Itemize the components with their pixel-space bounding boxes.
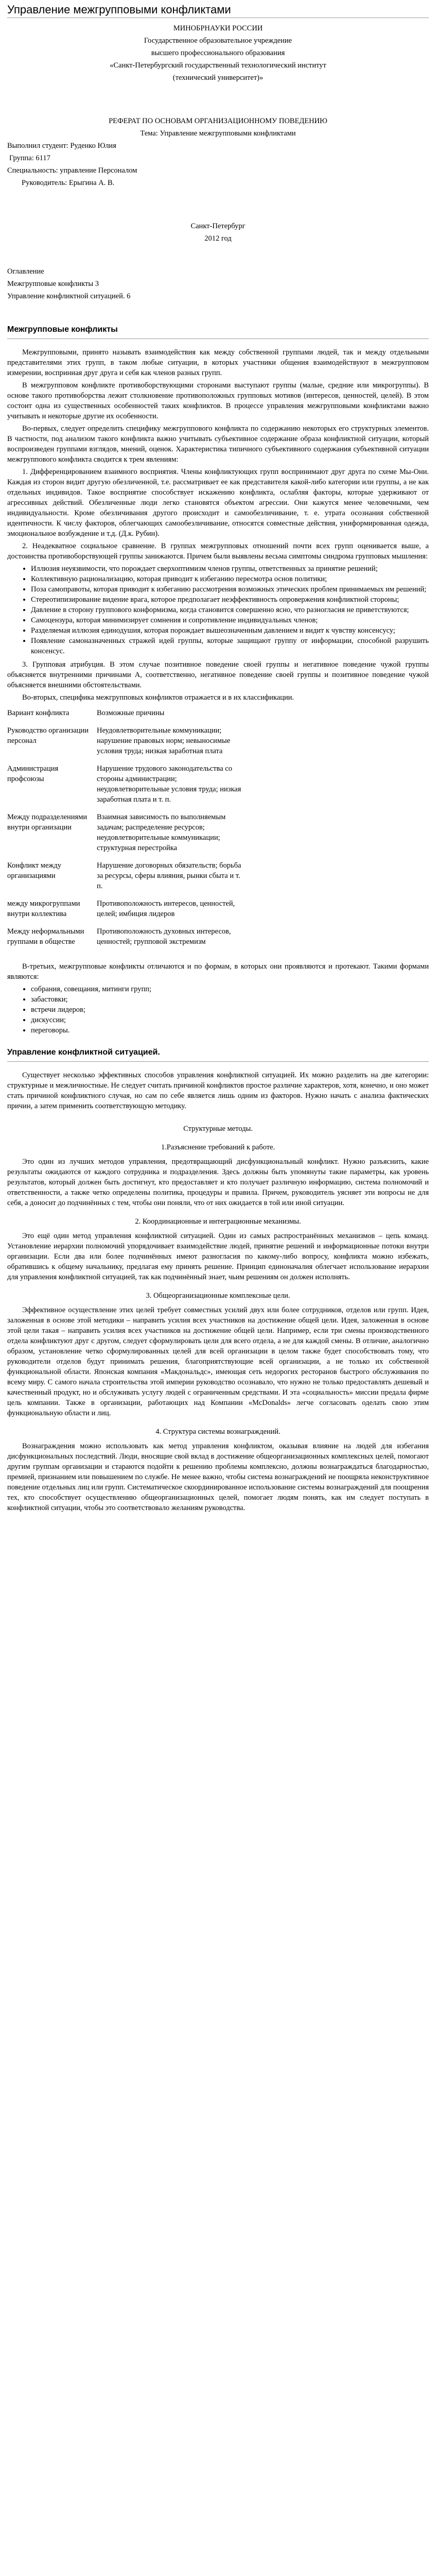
spacer xyxy=(7,84,429,115)
table-cell: Между неформальными группами в обществе xyxy=(7,927,84,946)
toc-item-1[interactable]: Межгрупповые конфликты 3 xyxy=(7,280,99,288)
table-cell: Взаимная зависимость по выполняемым задачам; распределение ресурсов; неудовлетворительные коммуникации; структурная перестройка xyxy=(97,813,226,852)
table-of-contents xyxy=(7,265,429,302)
list-item: • Появление самоназначенных стражей идей группы, которые защищают группу от информации, способной разрушить консенсус. xyxy=(31,636,429,656)
student-line: Выполнил студент: Руденко Юлия xyxy=(7,142,116,150)
section-divider xyxy=(7,338,429,339)
paragraph: В межгрупповом конфликте противоборствующими сторонами выступают группы (малые, средние или микрогруппы). В основе такого противоборства лежит столкновение противоположных групповых мотивов (интересов, ценностей, целей). В этом состоит одна из существенных особенностей таких конфликтов. В процессе управления межгрупповыми конфликтами важно учитывать и некоторые другие их особенности. xyxy=(7,381,429,420)
table-cell: Противоположность интересов, ценностей, целей; имбиция лидеров xyxy=(97,900,235,918)
table-cell: Нарушение договорных обязательств; борьба за ресурсы, сферы влияния, рынки сбыта и т. п. xyxy=(97,861,241,890)
list-item: • Коллективную рационализацию, которая приводит к избеганию пересмотра основ политики; xyxy=(31,574,429,584)
table-cell: Неудовлетворительные коммуникации; нарушение правовых норм; невыносимые условия труда; низкая заработная плата xyxy=(97,726,231,755)
paragraph: 3. Групповая атрибуция. В этом случае позитивное поведение своей группы и негативное поведение чужой группы объясняется внутренними причинами А, соответственно, негативное поведение своей группы и позитивное поведение чужой объясняется внешними обстоятельствами. xyxy=(7,660,429,689)
list-item: • забастовки; xyxy=(31,994,429,1005)
list-item: • Стереотипизирование видение врага, которое предполагает неэффективность опровержения конфликтной стороны; xyxy=(31,595,429,605)
city-line: Санкт-Петербург xyxy=(190,222,246,230)
spacer xyxy=(7,302,429,313)
specialty-line: Специальность: управление Персоналом xyxy=(7,166,137,175)
method-heading: 1.Разъяснение требований к работе. xyxy=(161,1143,275,1151)
table-cell: Руководство организации персонал xyxy=(7,726,89,745)
conflict-causes-table xyxy=(7,708,244,954)
table-row xyxy=(7,926,244,954)
table-row xyxy=(7,725,244,764)
spacer xyxy=(7,189,429,220)
paragraph: 2. Неадекватное социальное сравнение. В группах межгрупповых отношений почти всех групп оценивается выше, а достоинства противоборствующей группы занижаются. Причем были выявлены весьма симптомы синдрома групповых мышления: xyxy=(7,542,429,561)
section-divider xyxy=(7,1061,429,1062)
list-item: • Разделяемая иллюзия единодушия, которая порождает вышеозначенным давлением и видит к чувству консенсусу; xyxy=(31,625,429,636)
toc-heading: Оглавление xyxy=(7,267,44,276)
table-row xyxy=(7,860,244,899)
section-heading-management: Управление конфликтной ситуацией. xyxy=(7,1048,160,1057)
supervisor-line: Руководитель: Ерыгина А. В. xyxy=(22,179,115,187)
paragraph: Во-вторых, специфика межгрупповых конфликтов отражается и в их классификации. xyxy=(22,693,294,702)
year-line: 2012 год xyxy=(204,234,232,243)
table-header-cell: Возможные причины xyxy=(97,709,165,717)
toc-item-2[interactable]: Управление конфликтной ситуацией. 6 xyxy=(7,292,131,300)
method-heading: 2. Координационные и интеграционные механизмы. xyxy=(135,1217,301,1226)
section-heading-intergroup: Межгрупповые конфликты xyxy=(7,325,118,334)
paragraph: Эффективное осуществление этих целей требует совместных усилий двух или более сотрудников, отделов или групп. Идея, заложенная в основе этой методики – направить усилия всех участников на достижение общей цели. Идея, заложенная в основе этой цели такая – направить усилия всех участников на достижение общей цели. Например, если три смены производственного отдела конфликтуют друг с другом, следует сформулировать цели для всего отдела, а не для каждой смены. В отличие, аналогично образом, установление четко сформулированных целей для всей организации в целом также будет способствовать тому, что руководители отделов будут принимать решения, благоприятствующие всей организации, а не только их собственной функциональной области. Японская компания «Макдональдс», имеющая сеть недорогих ресторанов быстрого обслуживания по всему миру. С самого начала строительства этой империи руководство осознавало, что нужно не только предоставлять дешевый и качественный продукт, но и обслуживать услугу людей с ограниченным средствами. И эта «социальность» миссии предала фирме цель компании. Также в организации, работающих над Компании «McDonalds» легче согласовать оделать свою этим функциональную области и лиц. xyxy=(7,1306,429,1417)
spacer xyxy=(7,245,429,265)
section-intergroup-conflicts xyxy=(7,324,429,1036)
institution-line-4: (технический университет)» xyxy=(172,74,264,82)
topic-line: Тема: Управление межгрупповыми конфликтами xyxy=(140,129,296,138)
document-title: Управление межгрупповыми конфликтами xyxy=(7,3,231,16)
paragraph: 1. Дифференцированием взаимного восприятия. Члены конфликтующих групп воспринимают друг друга по схеме Мы-Они. Каждая из сторон видит другую обезличенной, т.е. рассматривает ее как представителя какой-либо категории или группы, а не как отдельных индивидов. Такое восприятие способствует искажению конфликта, ослабляя факторы, которые удерживают от агрессивных действий. Обезличенные люди легко становятся объектом агрессии. Они кажутся менее человечными, чем индивидуальности. Кроме обезличивания другого происходит и самообезличивание, т. е. утрата осознания собственной идентичности. К числу факторов, облегчающих самообезличивание, относятся совместные действия, униформированная одежда, эмоциональное возбуждение и т.д. (Д.к. Рубин). xyxy=(7,468,429,538)
paragraph: В-третьих, межгрупповые конфликты отличаются и по формам, в которых они проявляются и протекают. Такими формами являются: xyxy=(7,962,429,981)
section-conflict-management xyxy=(7,1047,429,1513)
method-heading: 3. Общеорганизационные комплексные цели. xyxy=(146,1292,290,1300)
paragraph: Межгрупповыми, принято называть взаимодействия как между собственной группами людей, так и между отдельными представителями этих групп, в таком любые ситуации, в которых участники общения взаимодействуют в межгрупповом измерении, восприниая друг друга и себя как членов разных групп. xyxy=(7,348,429,377)
table-header-cell: Вариант конфликта xyxy=(7,709,69,717)
groupthink-symptoms-list xyxy=(7,564,429,656)
list-item: • переговоры. xyxy=(31,1025,429,1036)
list-item: • Давление в сторону группового конформизма, когда становится совершенно ясно, что разногласия не приветствуются; xyxy=(31,605,429,615)
list-item: • собрания, совещания, митинги групп; xyxy=(31,984,429,994)
list-item: • Самоцензура, которая минимизирует сомнения и сопротивление индивидуальных членов; xyxy=(31,615,429,625)
paragraph: Это ещё один метод управления конфликтной ситуацией. Один из самых распространённых механизмов – цепь команд. Установление иерархии полномочий упорядочивает взаимодействие людей, принятие решений и информационные потоки внутри организации. Если два или более подчинённых имеют разногласия по какому-либо вопросу, конфликта можно избежать, обратившись к общему начальнику, предлагая ему принять решение. Принцип единоначалия облегчает использование иерархии для управления конфликтной ситуацией, так как подчинённый знает, чьим решениям он должен исполнять. xyxy=(7,1232,429,1281)
institution-line-2: высшего профессионального образования xyxy=(151,49,285,57)
group-line: Группа: 6117 xyxy=(9,154,50,162)
title-page xyxy=(7,22,429,245)
table-row xyxy=(7,764,244,812)
method-heading: 4. Структура системы вознаграждений. xyxy=(155,1428,281,1436)
table-cell: между микрогруппами внутри коллектива xyxy=(7,900,80,918)
ministry-line: МИНОБРНАУКИ РОССИИ xyxy=(173,24,263,32)
table-cell: Администрация профсоюзы xyxy=(7,765,59,783)
structural-methods-heading: Структурные методы. xyxy=(183,1125,253,1133)
table-cell: Нарушение трудового законодательства со стороны администрации; неудовлетворительные условия труда; низкая заработная плата и т. п. xyxy=(97,765,241,804)
list-item: • Поза самоправоты, которая приводит к избеганию рассмотрения возможных этических проблем принимаемых им решений; xyxy=(31,584,429,595)
list-item: • встречи лидеров; xyxy=(31,1005,429,1015)
report-line: РЕФЕРАТ ПО ОСНОВАМ ОРГАНИЗАЦИОННОМУ ПОВЕДЕНИЮ xyxy=(109,117,327,125)
institution-line-3: «Санкт-Петербургский государственный технологический институт xyxy=(110,61,326,70)
paragraph: Во-первых, следует определить специфику межгруппового конфликта по содержанию некоторых его структурных элементов. В частности, под анализом такого конфликта важно учитывать субъективное содержание образа конфликтной ситуации, который воспроизведен группами взглядов, мнений, оценок. Характеристика типичного субъективного содержания субъективной ситуации межгруппового конфликта сводится к трем явлениям: xyxy=(7,425,429,464)
table-cell: Противоположность духовных интересов, ценностей; групповой экстремизм xyxy=(97,927,231,946)
list-item: • дискуссии; xyxy=(31,1015,429,1025)
paragraph: Вознаграждения можно использовать как метод управления конфликтом, оказывая влияние на людей для избегания дисфункциональных последствий. Люди, вносящие свой вклад в достижение общеорганизационных комплексных целей, помогают другим группам организации и стараются подойти к решению проблемы комплексно, должны вознаграждаться благодарностью, премией, признанием или повышением по службе. Не менее важно, чтобы система вознаграждений не поощряла неконструктивное поведение отдельных лиц или групп. Систематическое скоординированное использование системы вознаграждений для поощрения тех, кто способствует осуществлению общеорганизационных целей, помогает людям понять, как им следует поступать в конфликтной ситуации, чтобы это соответствовало желаниям руководства. xyxy=(7,1442,429,1512)
paragraph: Это один из лучших методов управления, предотвращающий дисфункциональный конфликт. Нужно разъяснить, какие результаты ожидаются от каждого сотрудника и подразделения. Здесь должны быть упомянуты такие параметры, как уровень результатов, который должен быть достигнут, кто предоставляет и кто получает различную информацию, система полномочий и ответственности, а также четко определены политика, процедуры и правила. Причем, руководитель уясняет эти вопросы не для себя, а доносит до подчинённых с тем, чтобы они поняли, что от них ожидается в той или иной ситуации. xyxy=(7,1158,429,1207)
table-cell: Конфликт между организациями xyxy=(7,861,62,880)
list-item: • Иллюзия неуязвимости, что порождает сверхоптимизм членов группы, ответственных за принятие решений; xyxy=(31,564,429,574)
paragraph: Существует несколько эффективных способов управления конфликтной ситуацией. Их можно разделить на две категории: структурные и межличностные. Не следует считать причиной конфликтов простое различие характеров, хотя, конечно, и оно может стать причиной конфликтного случая, но сам по себе является лишь одним из факторов. Нужно начать с анализа фактических причин, а затем применить соответствующую методику. xyxy=(7,1071,429,1110)
table-cell: Между подразделениями внутри организации xyxy=(7,813,88,832)
table-header-row xyxy=(7,708,244,725)
table-row xyxy=(7,899,244,926)
table-row xyxy=(7,812,244,860)
conflict-forms-list xyxy=(7,984,429,1036)
institution-line-1: Государственное образовательное учреждение xyxy=(144,37,292,45)
